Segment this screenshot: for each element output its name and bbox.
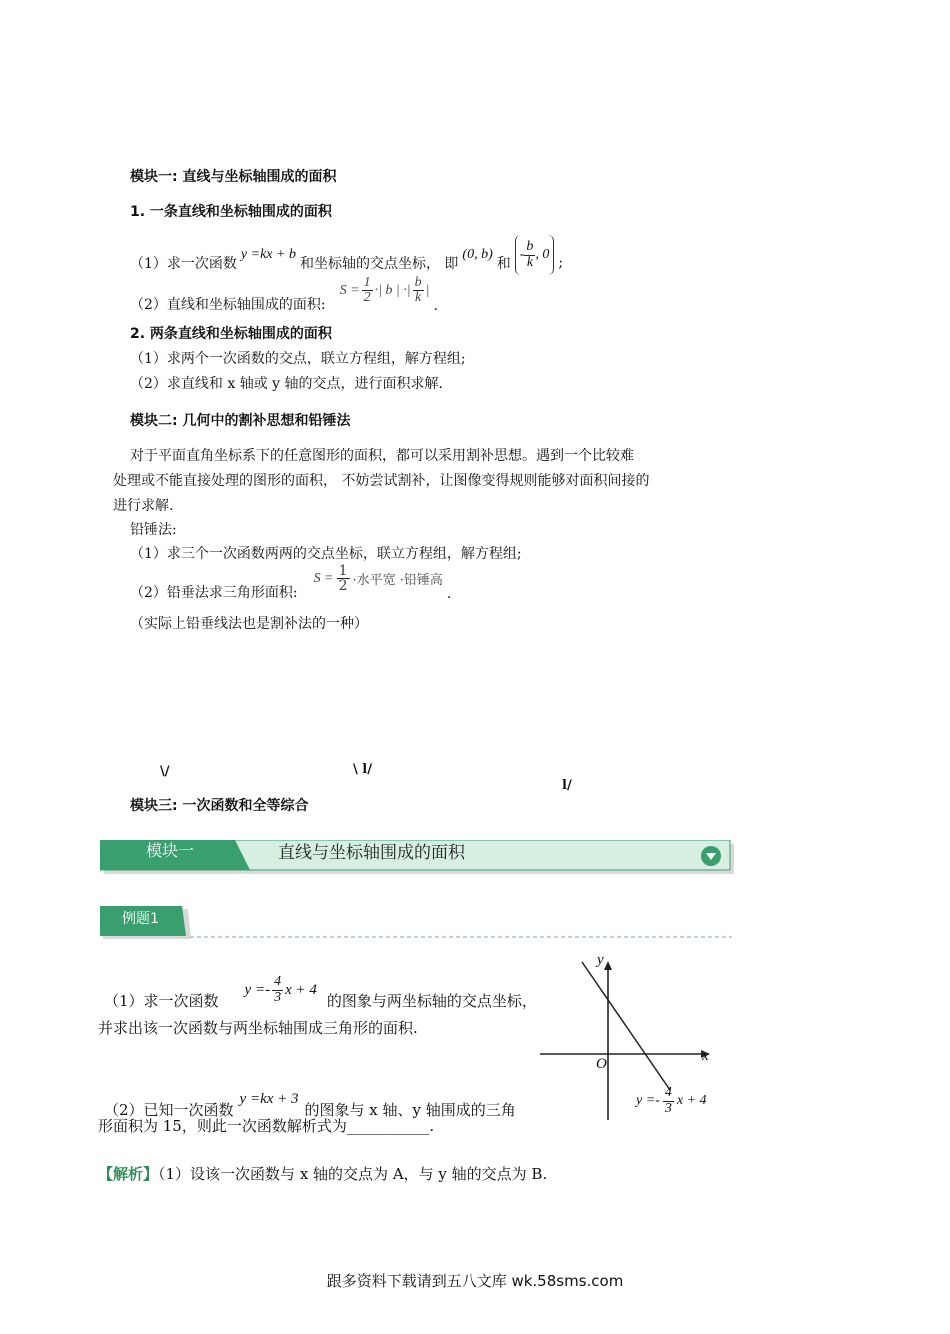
s1-item1-pt2-num: b bbox=[526, 238, 534, 254]
graph-eq-den: 3 bbox=[664, 1100, 672, 1116]
s1-item2-mid: ·| b | ·| bbox=[374, 282, 411, 298]
s1-item1-fn: y =kx + b bbox=[240, 247, 296, 262]
stray-mark-2: \ l/ bbox=[353, 762, 372, 777]
module2-para-line2: 处理或不能直接处理的图形的面积， 不妨尝试割补，让图像变得规则能够对面积间接的 bbox=[113, 473, 650, 489]
section2-title: 2. 两条直线和坐标轴围成的面积 bbox=[130, 326, 332, 342]
graph-x-label: x bbox=[702, 1048, 709, 1064]
s1-item1-pt1: (0, b) bbox=[462, 247, 493, 262]
example-q1-fn-rest: x + 4 bbox=[285, 981, 317, 998]
example-q2-fn: y =kx + 3 bbox=[239, 1091, 299, 1107]
s1-item1-pre: （1）求一次函数 bbox=[130, 256, 237, 272]
example-header bbox=[100, 906, 732, 940]
qianchui-item2-den: 2 bbox=[338, 578, 348, 595]
graph-eq-num: 4 bbox=[664, 1085, 672, 1100]
s1-item1-mid: 和坐标轴的交点坐标， 即 bbox=[299, 256, 459, 272]
stray-mark-3: l/ bbox=[562, 778, 572, 793]
analysis-text: （1）设该一次函数与 x 轴的交点为 A，与 y 轴的交点为 B. bbox=[158, 1165, 548, 1183]
module-banner bbox=[100, 840, 732, 872]
analysis-tag: 【解析】 bbox=[98, 1165, 159, 1183]
banner-tag: 模块一 bbox=[146, 841, 195, 860]
qianchui-label: 铅锤法: bbox=[130, 522, 177, 538]
qianchui-item2 bbox=[130, 564, 451, 604]
qianchui-item2-rest: ·水平宽 ·铅锤高 bbox=[352, 573, 443, 589]
qianchui-item2-end: . bbox=[446, 586, 452, 602]
s2-item1: （1）求两个一次函数的交点，联立方程组，解方程组; bbox=[130, 351, 466, 367]
example-q1-fn-num: 4 bbox=[274, 973, 282, 989]
qianchui-item2-pre: （2）铅垂法求三角形面积: bbox=[130, 585, 298, 601]
s1-item2-end: . bbox=[433, 298, 438, 314]
chevron-down-icon bbox=[701, 846, 721, 866]
example-q1-fn bbox=[245, 975, 317, 1005]
s1-item2-den: 2 bbox=[363, 290, 371, 306]
s1-item2-formula bbox=[340, 276, 430, 306]
s1-item1-pt2-pre: - bbox=[519, 247, 525, 262]
s1-item1-pt2-post: , 0 bbox=[535, 247, 550, 262]
module1-heading: 模块一: 直线与坐标轴围成的面积 bbox=[130, 169, 337, 185]
s1-item1-pt2 bbox=[515, 235, 555, 275]
example-tag: 例题1 bbox=[122, 911, 159, 927]
s1-item2-b: b bbox=[414, 274, 422, 290]
example-q1-line2: 并求出该一次函数与两坐标轴围成三角形的面积. bbox=[98, 1019, 418, 1037]
s1-item1-end: ; bbox=[558, 255, 564, 271]
module2-para-line3: 进行求解. bbox=[113, 498, 174, 514]
s1-item2-s: S = bbox=[339, 282, 360, 298]
qianchui-item2-s: S = bbox=[313, 570, 334, 586]
stray-mark-1: \/ bbox=[160, 764, 170, 779]
section1-title: 1. 一条直线和坐标轴围成的面积 bbox=[130, 204, 332, 220]
footer: 跟多资料下载请到五八文库 wk.58sms.com bbox=[326, 1272, 624, 1290]
example-q2-post: 的图象与 x 轴、y 轴围成的三角 bbox=[304, 1101, 516, 1119]
graph bbox=[538, 952, 728, 1132]
example-q1-fn-y: y =- bbox=[244, 981, 271, 998]
banner-title: 直线与坐标轴围成的面积 bbox=[278, 843, 465, 863]
example-q2-pre: （2）已知一次函数 bbox=[104, 1101, 234, 1119]
s1-item1-pt2-den: k bbox=[526, 254, 534, 270]
graph-equation bbox=[636, 1086, 707, 1116]
s1-item2-close: | bbox=[425, 282, 430, 298]
graph-eq-rest: x + 4 bbox=[676, 1093, 707, 1109]
analysis bbox=[98, 1163, 547, 1184]
y-axis-arrow bbox=[604, 961, 612, 970]
s1-item2-num: 1 bbox=[363, 274, 371, 290]
s1-item2 bbox=[130, 276, 438, 316]
qianchui-item2-formula bbox=[314, 564, 443, 594]
banner-collapse-button[interactable] bbox=[701, 846, 721, 866]
example-q1-pre: （1）求一次函数 bbox=[104, 991, 219, 1010]
qianchui-item1: （1）求三个一次函数两两的交点坐标，联立方程组，解方程组; bbox=[130, 546, 522, 562]
qianchui-note: （实际上铅垂线法也是割补法的一种） bbox=[130, 616, 368, 632]
example-q1 bbox=[104, 975, 537, 1017]
s1-item1-and: 和 bbox=[496, 256, 511, 272]
s2-item2: （2）求直线和 x 轴或 y 轴的交点，进行面积求解. bbox=[130, 376, 443, 392]
example-q1-post: 的图象与两坐标轴的交点坐标， bbox=[326, 991, 537, 1010]
graph-origin-label: O bbox=[596, 1056, 607, 1072]
example-tag-shape bbox=[100, 906, 732, 940]
graph-y-label: y bbox=[597, 952, 604, 968]
example-q2-line2: 形面积为 15，则此一次函数解析式为___________. bbox=[98, 1117, 435, 1135]
example-q1-fn-den: 3 bbox=[274, 989, 282, 1005]
module2-heading: 模块二: 几何中的割补思想和铅锤法 bbox=[130, 413, 351, 429]
qianchui-item2-num: 1 bbox=[338, 562, 348, 579]
s1-item2-k: k bbox=[415, 290, 422, 306]
module3-heading: 模块三: 一次函数和全等综合 bbox=[130, 798, 309, 814]
graph-eq-pre: y =- bbox=[636, 1093, 660, 1109]
module2-para-line1: 对于平面直角坐标系下的任意图形的面积，都可以采用割补思想。遇到一个比较难 bbox=[130, 448, 634, 464]
s1-item2-pre: （2）直线和坐标轴围成的面积: bbox=[130, 297, 326, 313]
